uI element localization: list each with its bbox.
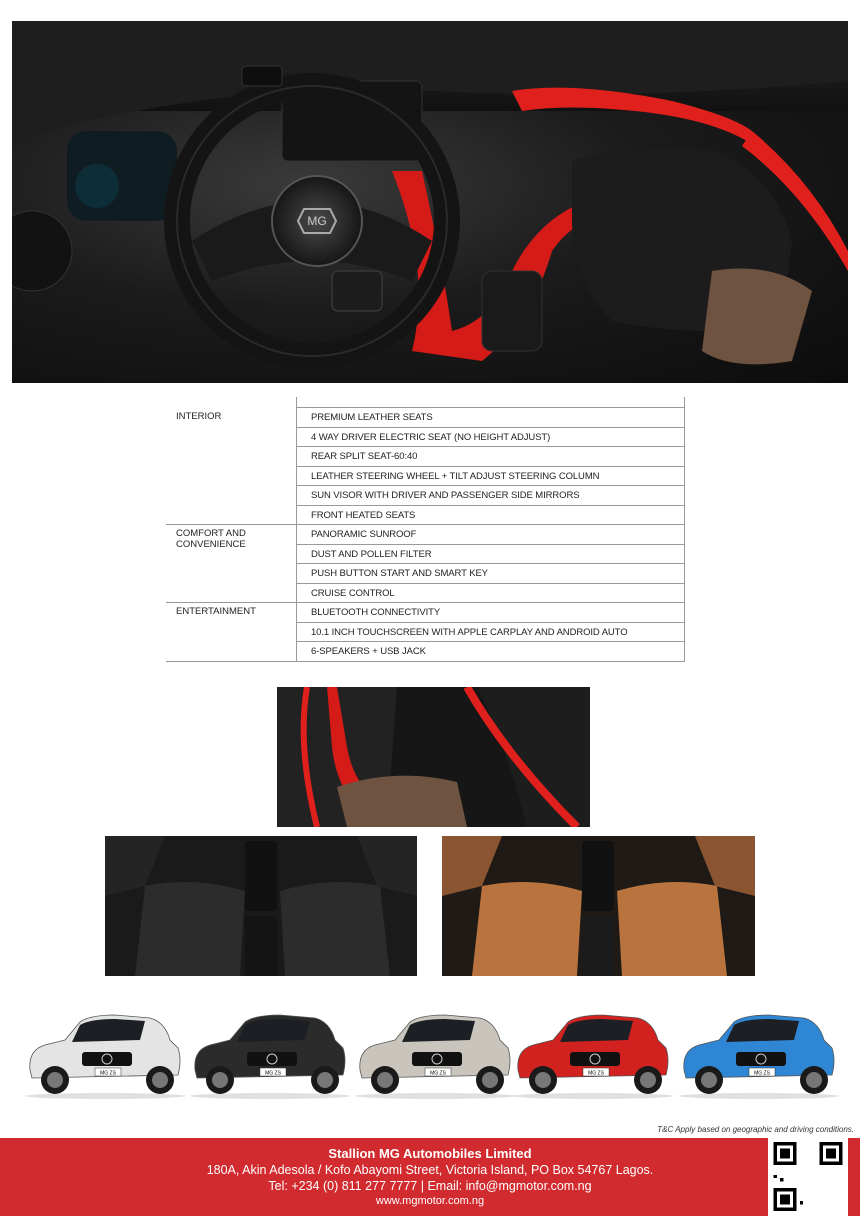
- spec-category: [166, 623, 296, 643]
- license-plate-text: MG ZS: [754, 1070, 770, 1077]
- license-plate-text: MG ZS: [588, 1070, 604, 1077]
- spec-feature: REAR SPLIT SEAT-60:40: [296, 447, 685, 467]
- spec-category: [166, 564, 296, 584]
- spec-category: [166, 584, 296, 604]
- table-row: [166, 623, 685, 643]
- license-plate-text: MG ZS: [265, 1070, 281, 1077]
- table-row: [166, 525, 685, 550]
- table-row: [166, 506, 685, 526]
- tan-seats-photo: [442, 836, 755, 976]
- spec-feature: LEATHER STEERING WHEEL + TILT ADJUST STEERING COLUMN: [296, 467, 685, 487]
- spec-feature: BLUETOOTH CONNECTIVITY: [296, 603, 685, 623]
- table-row: [166, 584, 685, 604]
- table-row: [166, 564, 685, 584]
- spec-category: COMFORT AND CONVENIENCE: [176, 528, 246, 550]
- company-website[interactable]: www.mgmotor.com.ng: [375, 1195, 485, 1207]
- company-address: 180A, Akin Adesola / Kofo Abayomi Street, Victoria Island, PO Box 54767 Lagos.: [206, 1163, 654, 1177]
- table-row: [166, 447, 685, 467]
- table-row: [166, 467, 685, 487]
- company-name: Stallion MG Automobiles Limited: [328, 1146, 532, 1161]
- spec-feature: CRUISE CONTROL: [296, 584, 685, 604]
- car-image: [674, 1000, 842, 1100]
- spec-feature: FRONT HEATED SEATS: [296, 506, 685, 526]
- table-row: [166, 545, 685, 565]
- car-image: [350, 1000, 518, 1100]
- table-row: [166, 642, 685, 662]
- table-header-rule: [296, 397, 685, 408]
- license-plate-text: MG ZS: [100, 1070, 116, 1077]
- table-row: [166, 486, 685, 506]
- spec-feature: 6-SPEAKERS + USB JACK: [296, 642, 685, 662]
- table-row: [166, 408, 685, 428]
- company-contact[interactable]: Tel: +234 (0) 811 277 7777 | Email: info@mgmotor.com.ng: [268, 1179, 592, 1193]
- spec-category: [166, 486, 296, 506]
- spec-category: INTERIOR: [176, 411, 222, 422]
- spec-feature: DUST AND POLLEN FILTER: [296, 545, 685, 565]
- spec-feature: PANORAMIC SUNROOF: [296, 525, 685, 545]
- spec-feature: PUSH BUTTON START AND SMART KEY: [296, 564, 685, 584]
- spec-category: [166, 428, 296, 448]
- table-row: [166, 428, 685, 448]
- black-seats-photo: [105, 836, 417, 976]
- spec-feature: 10.1 INCH TOUCHSCREEN WITH APPLE CARPLAY AND ANDROID AUTO: [296, 623, 685, 643]
- hero-interior-photo: [12, 21, 848, 383]
- car-image: [185, 1000, 353, 1100]
- spec-feature: SUN VISOR WITH DRIVER AND PASSENGER SIDE MIRRORS: [296, 486, 685, 506]
- spec-feature: 4 WAY DRIVER ELECTRIC SEAT (NO HEIGHT ADJUST): [296, 428, 685, 448]
- qr-code-icon[interactable]: [768, 1137, 848, 1216]
- car-image: [20, 1000, 188, 1100]
- spec-category: [166, 545, 296, 565]
- spec-feature: PREMIUM LEATHER SEATS: [296, 408, 685, 428]
- spec-category: [166, 642, 296, 662]
- footer-bar: [0, 1138, 860, 1216]
- disclaimer-text: T&C Apply based on geographic and driving conditions.: [657, 1125, 854, 1134]
- car-color-lineup: [20, 1000, 850, 1110]
- center-console-photo: [277, 687, 590, 827]
- spec-category: [166, 447, 296, 467]
- license-plate-text: MG ZS: [430, 1070, 446, 1077]
- spec-category: [166, 506, 296, 526]
- spec-table-body: [166, 408, 685, 662]
- spec-category: [166, 467, 296, 487]
- table-row: [166, 603, 685, 623]
- car-image: [508, 1000, 676, 1100]
- svg-text:MG: MG: [307, 214, 327, 228]
- spec-category: ENTERTAINMENT: [176, 606, 256, 617]
